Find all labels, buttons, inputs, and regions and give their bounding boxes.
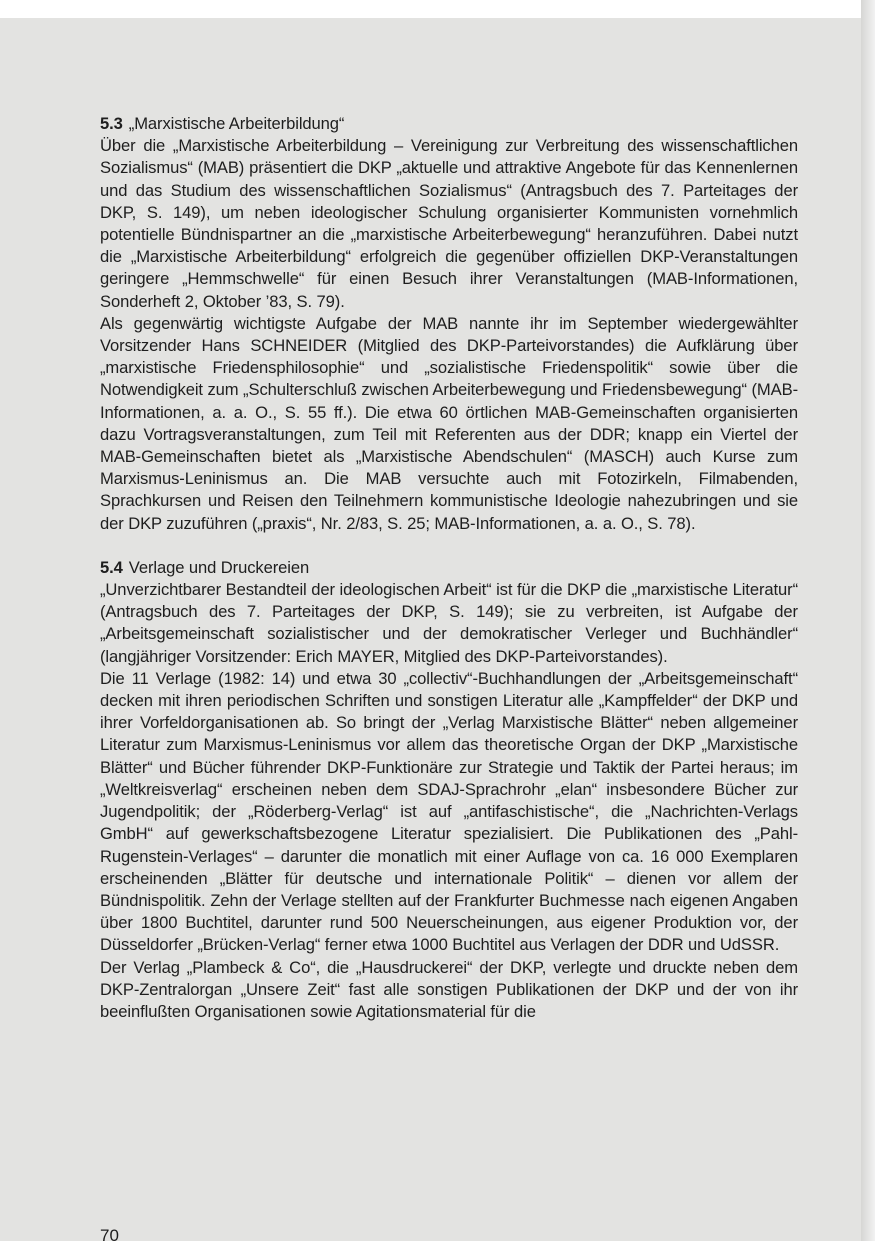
- paragraph: Die 11 Verlage (1982: 14) und etwa 30 „collectiv“-Buchhandlungen der „Arbeitsgemeinschaft“ decken mit ihren periodischen Schriften und sonstigen Literatur alle „Kampffelder“ der DKP und ihrer Vorfeldorganisationen ab. So bringt der „Verlag Marxistische Blätter“ neben allgemeiner Literatur zum Marxismus-Leninismus vor allem das theoretische Organ der DKP „Marxistische Blätter“ und Bücher führender DKP-Funktionäre zur Strategie und Taktik der Partei heraus; im „Weltkreisverlag“ erscheinen neben dem SDAJ-Sprachrohr „elan“ insbesondere Bücher zur Jugendpolitik; der „Röderberg-Verlag“ ist auf „antifaschistische“, die „Nachrichten-Verlags GmbH“ auf gewerkschaftsbezogene Literatur spezialisiert. Die Publikationen des „Pahl-Rugenstein-Verlages“ – darunter die monatlich mit einer Auflage von ca. 16 000 Exemplaren erscheinenden „Blätter für deutsche und internationale Politik“ – dienen vor allem der Bündnispolitik. Zehn der Verlage stellten auf der Frankfurter Buchmesse nach eigenen Angaben über 1800 Buchtitel, darunter rund 500 Neuerscheinungen, aus eigener Produktion vor, der Düsseldorfer „Brücken-Verlag“ ferner etwa 1000 Buchtitel aus Verlagen der DDR und UdSSR.: [100, 668, 798, 955]
- section-title: „Marxistische Arbeiterbildung“: [128, 114, 345, 133]
- paragraph: Der Verlag „Plambeck & Co“, die „Hausdruckerei“ der DKP, verlegte und druckte neben dem DKP-Zentralorgan „Unsere Zeit“ fast alle sonstigen Publikationen der DKP und der von ihr beeinflußten Organisationen sowie Agitationsmaterial für die: [100, 957, 798, 1021]
- section-gap: [100, 535, 798, 557]
- paragraph: Als gegenwärtig wichtigste Aufgabe der MAB nannte ihr im September wiedergewählter Vorsitzender Hans SCHNEIDER (Mitglied des DKP-Parteivorstandes) die Aufklärung über „marxistische Friedensphilosophie“ und „sozialistische Friedenspolitik“ sowie über die Notwendigkeit zum „Schulterschluß zwischen Arbeiterbewegung und Friedensbewegung“ (MAB-Informationen, a. a. O., S. 55 ff.). Die etwa 60 örtlichen MAB-Gemeinschaften organisierten dazu Vortragsveranstaltungen, zum Teil mit Referenten aus der DDR; knapp ein Viertel der MAB-Gemeinschaften bietet als „Marxistische Abendschulen“ (MASCH) auch Kurse zum Marxismus-Leninismus an. Die MAB versuchte auch mit Fotozirkeln, Filmabenden, Sprachkursen und Reisen den Teilnehmern kommunistische Ideologie nahezubringen und sie der DKP zuzuführen („praxis“, Nr. 2/83, S. 25; MAB-Informationen, a. a. O., S. 78).: [100, 313, 798, 533]
- paragraph: „Unverzichtbarer Bestandteil der ideologischen Arbeit“ ist für die DKP die „marxistische Literatur“ (Antragsbuch des 7. Parteitages der DKP, S. 149); sie zu verbreiten, ist Aufgabe der „Arbeitsgemeinschaft sozialistischer und der demokratischer Verleger und Buchhändler“ (langjähriger Vorsitzender: Erich MAYER, Mitglied des DKP-Parteivorstandes).: [100, 580, 798, 666]
- section-heading: [100, 113, 798, 135]
- scan-top-margin: [0, 0, 875, 18]
- section-heading: [100, 557, 798, 579]
- page-number: 70: [100, 1226, 119, 1245]
- section-number: 5.3: [100, 114, 123, 133]
- section-5-4: [100, 557, 798, 1023]
- section-5-3: [100, 113, 798, 535]
- section-number: 5.4: [100, 557, 123, 577]
- scan-right-edge: [861, 0, 875, 1241]
- section-title: Verlage und Druckereien: [128, 557, 310, 577]
- page-body: [100, 113, 798, 1023]
- paragraph: Über die „Marxistische Arbeiterbildung – Vereinigung zur Verbreitung des wissenschaftlichen Sozialismus“ (MAB) präsentiert die DKP „aktuelle und attraktive Angebote für das Kennenlernen und das Studium des wissenschaftlichen Sozialismus“ (Antragsbuch des 7. Parteitages der DKP, S. 149), um neben ideologischer Schulung organisierter Kommunisten vornehmlich potentielle Bündnispartner an die „marxistische Arbeiterbewegung“ heranzuführen. Dabei nutzt die „Marxistische Arbeiterbildung“ erfolgreich die gegenüber offiziellen DKP-Veranstaltungen geringere „Hemmschwelle“ für einen Besuch ihrer Veranstaltungen (MAB-Informationen, Sonderheft 2, Oktober ’83, S. 79).: [100, 136, 798, 311]
